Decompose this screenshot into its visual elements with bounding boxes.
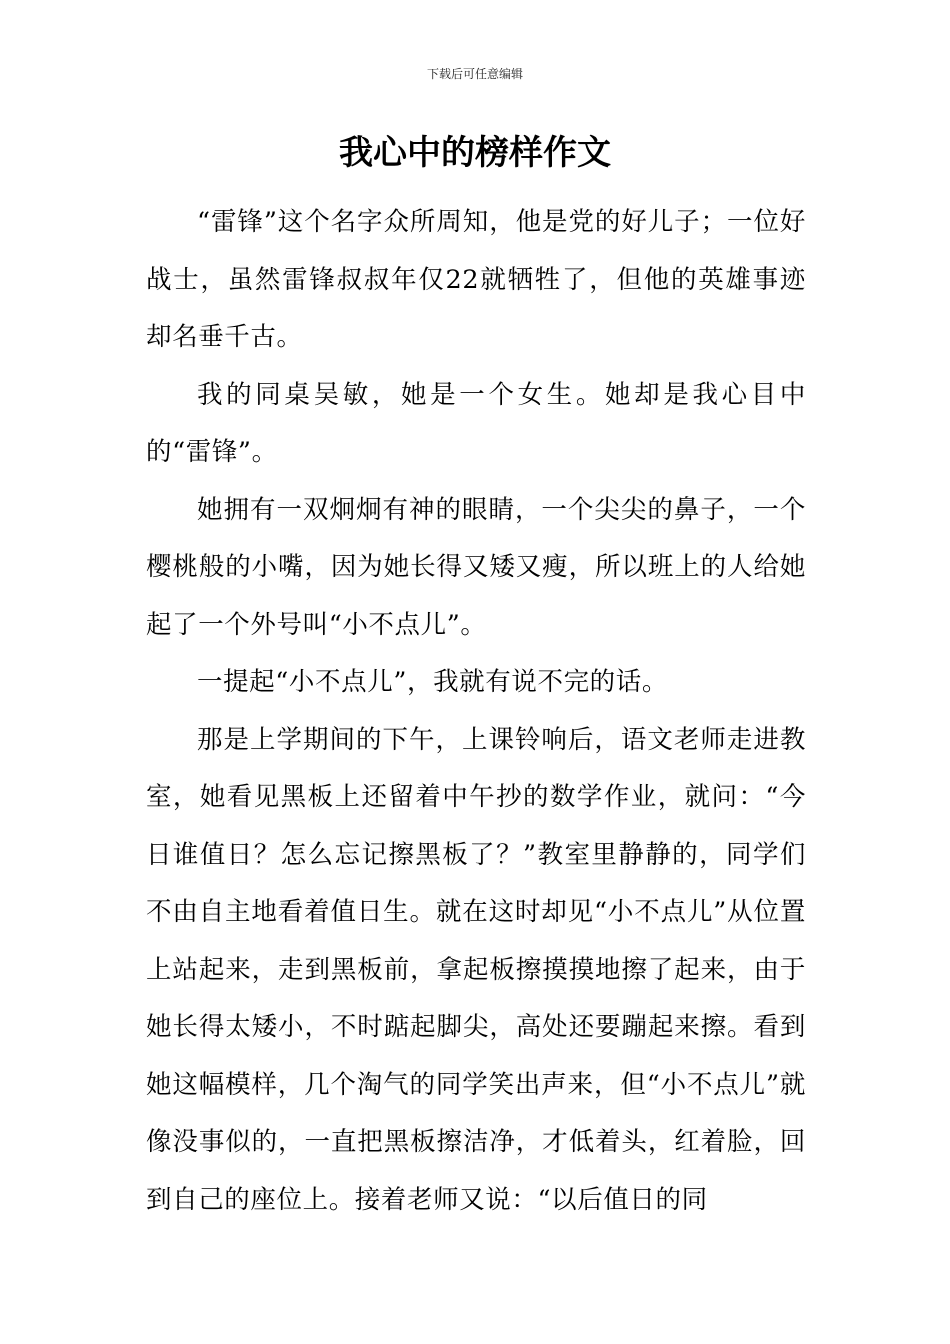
header-note: 下载后可任意编辑 — [426, 67, 523, 81]
paragraph: 那是上学期间的下午，上课铃响后，语文老师走进教室，她看见黑板上还留着中午抄的数学作业，就问：“今日谁值日？怎么忘记擦黑板了？”教室里静静的，同学们不由自主地看着值日生。就在这时却见“小不点儿”从位置上站起来，走到黑板前，拿起板擦摸摸地擦了起来，由于她长得太矮小，不时踮起脚尖，高处还要蹦起来擦。看到她这幅模样，几个淘气的同学笑出声来，但“小不点儿”就像没事似的，一直把黑板擦洁净，才低着头，红着脸，回到自己的座位上。接着老师又说：“以后值日的同 — [146, 724, 806, 1215]
paragraph: 一提起“小不点儿”，我就有说不完的话。 — [197, 667, 668, 697]
paragraph: 我的同桌吴敏，她是一个女生。她却是我心目中的“雷锋”。 — [146, 379, 806, 467]
paragraph: “雷锋”这个名字众所周知，他是党的好儿子；一位好战士，虽然雷锋叔叔年仅22就牺牲了，但他的英雄事迹却名垂千古。 — [146, 207, 806, 352]
essay-body — [146, 194, 806, 1229]
paragraph: 她拥有一双炯炯有神的眼睛，一个尖尖的鼻子，一个樱桃般的小嘴，因为她长得又矮又瘦，所以班上的人给她起了一个外号叫“小不点儿”。 — [146, 494, 806, 640]
page-title: 我心中的榜样作文 — [339, 133, 611, 173]
